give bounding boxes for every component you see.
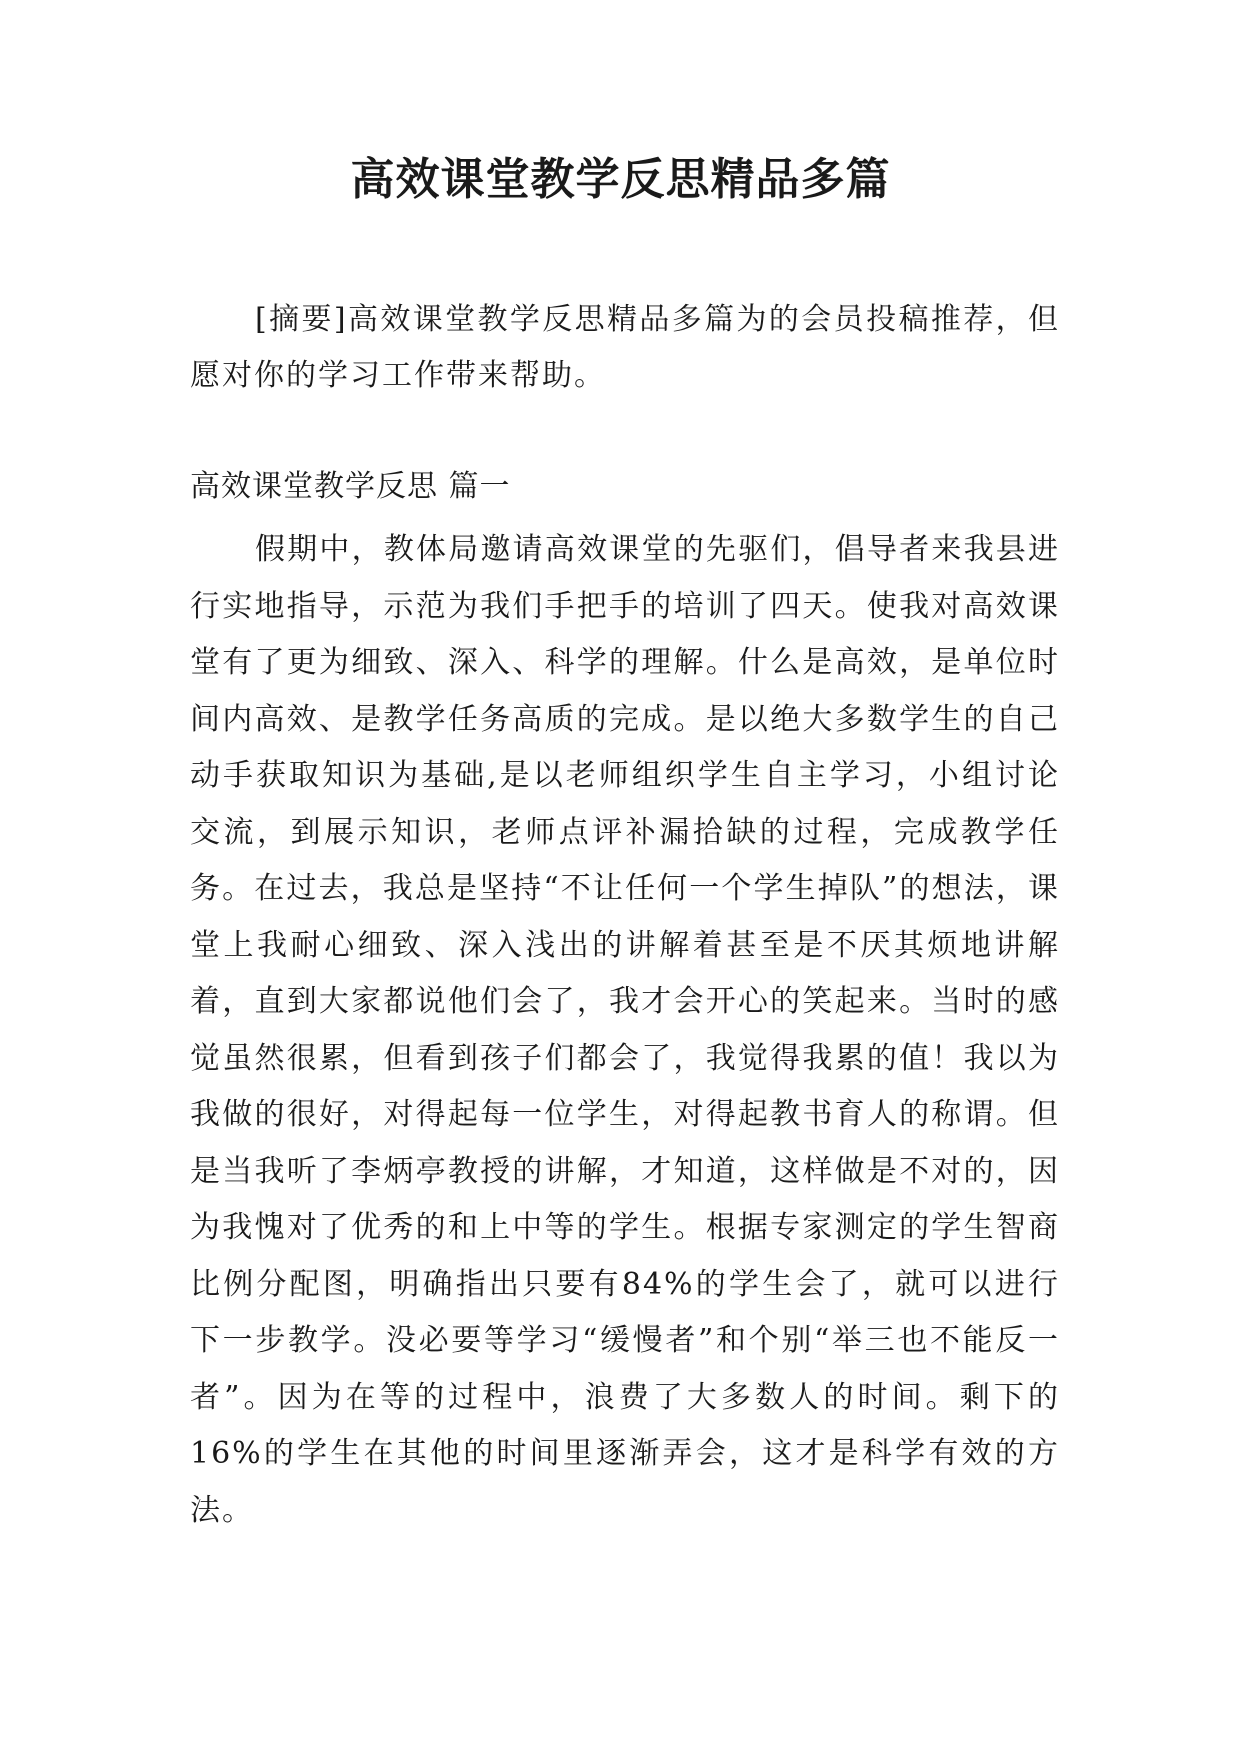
body-paragraph: 假期中，教体局邀请高效课堂的先驱们，倡导者来我县进行实地指导，示范为我们手把手的培训了四天。使我对高效课堂有了更为细致、深入、科学的理解。什么是高效，是单位时间内高效、是教学任务高质的完成。是以绝大多数学生的自己动手获取知识为基础,是以老师组织学生自主学习，小组讨论交流，到展示知识，老师点评补漏拾缺的过程，完成教学任务。在过去，我总是坚持“不让任何一个学生掉队”的想法，课堂上我耐心细致、深入浅出的讲解着甚至是不厌其烦地讲解着，直到大家都说他们会了，我才会开心的笑起来。当时的感觉虽然很累，但看到孩子们都会了，我觉得我累的值！我以为我做的很好，对得起每一位学生，对得起教书育人的称谓。但是当我听了李炳亭教授的讲解，才知道，这样做是不对的，因为我愧对了优秀的和上中等的学生。根据专家测定的学生智商比例分配图，明确指出只要有84%的学生会了，就可以进行下一步教学。没必要等学习“缓慢者”和个别“举三也不能反一者”。因为在等的过程中，浪费了大多数人的时间。剩下的16%的学生在其他的时间里逐渐弄会，这才是科学有效的方法。 (190, 532, 1060, 1528)
document-title: 高效课堂教学反思精品多篇 (350, 154, 891, 205)
abstract-paragraph: [摘要]高效课堂教学反思精品多篇为的会员投稿推荐，但愿对你的学习工作带来帮助。 (190, 302, 1060, 393)
section-heading: 高效课堂教学反思 篇一 (190, 469, 511, 504)
